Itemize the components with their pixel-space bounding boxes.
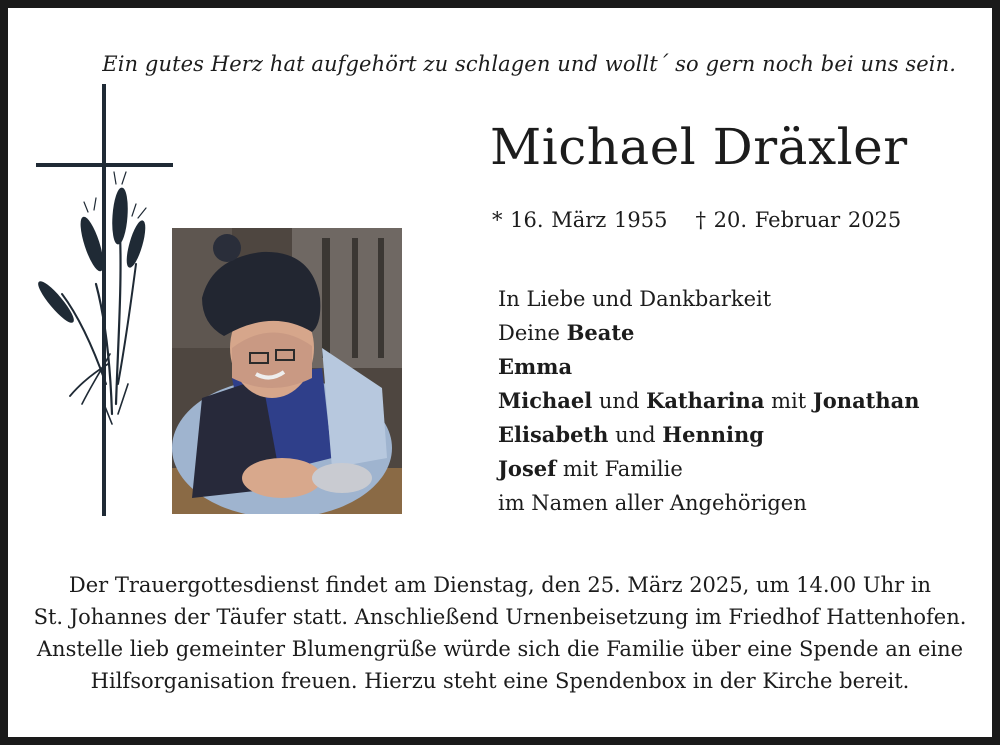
mourner-line: Deine Beate — [498, 320, 635, 345]
service-line: Anstelle lieb gemeinter Blumengrüße würde sich die Familie über eine Spende an eine — [36, 637, 964, 661]
mourners-outro: im Namen aller Angehörigen — [498, 491, 807, 515]
motto-text: Ein gutes Herz hat aufgehört zu schlagen und wollt´ so gern noch bei uns sein. — [102, 52, 956, 76]
service-line: Der Trauergottesdienst findet am Dienstag, den 25. März 2025, um 14.00 Uhr in — [68, 573, 932, 597]
death-date: † 20. Februar 2025 — [695, 208, 902, 232]
service-line: Hilfsorganisation freuen. Hierzu steht eine Spendenbox in der Kirche bereit. — [90, 669, 910, 693]
mourner-line: Michael und Katharina mit Jonathan — [498, 388, 920, 413]
obituary-card — [8, 8, 992, 737]
portrait-photo — [172, 228, 402, 514]
mourners-intro: In Liebe und Dankbarkeit — [498, 287, 772, 311]
life-dates — [492, 208, 901, 232]
service-information — [8, 569, 992, 697]
service-line: St. Johannes der Täufer statt. Anschließend Urnenbeisetzung im Friedhof Hattenhofen. — [33, 605, 967, 629]
birth-date: * 16. März 1955 — [492, 208, 668, 232]
deceased-name: Michael Dräxler — [490, 118, 908, 176]
mourner-line: Emma — [498, 354, 573, 379]
cross-with-wheat-icon — [32, 84, 192, 516]
mourner-line: Josef mit Familie — [498, 456, 683, 481]
mourners-list — [498, 282, 920, 520]
mourner-line: Elisabeth und Henning — [498, 422, 764, 447]
